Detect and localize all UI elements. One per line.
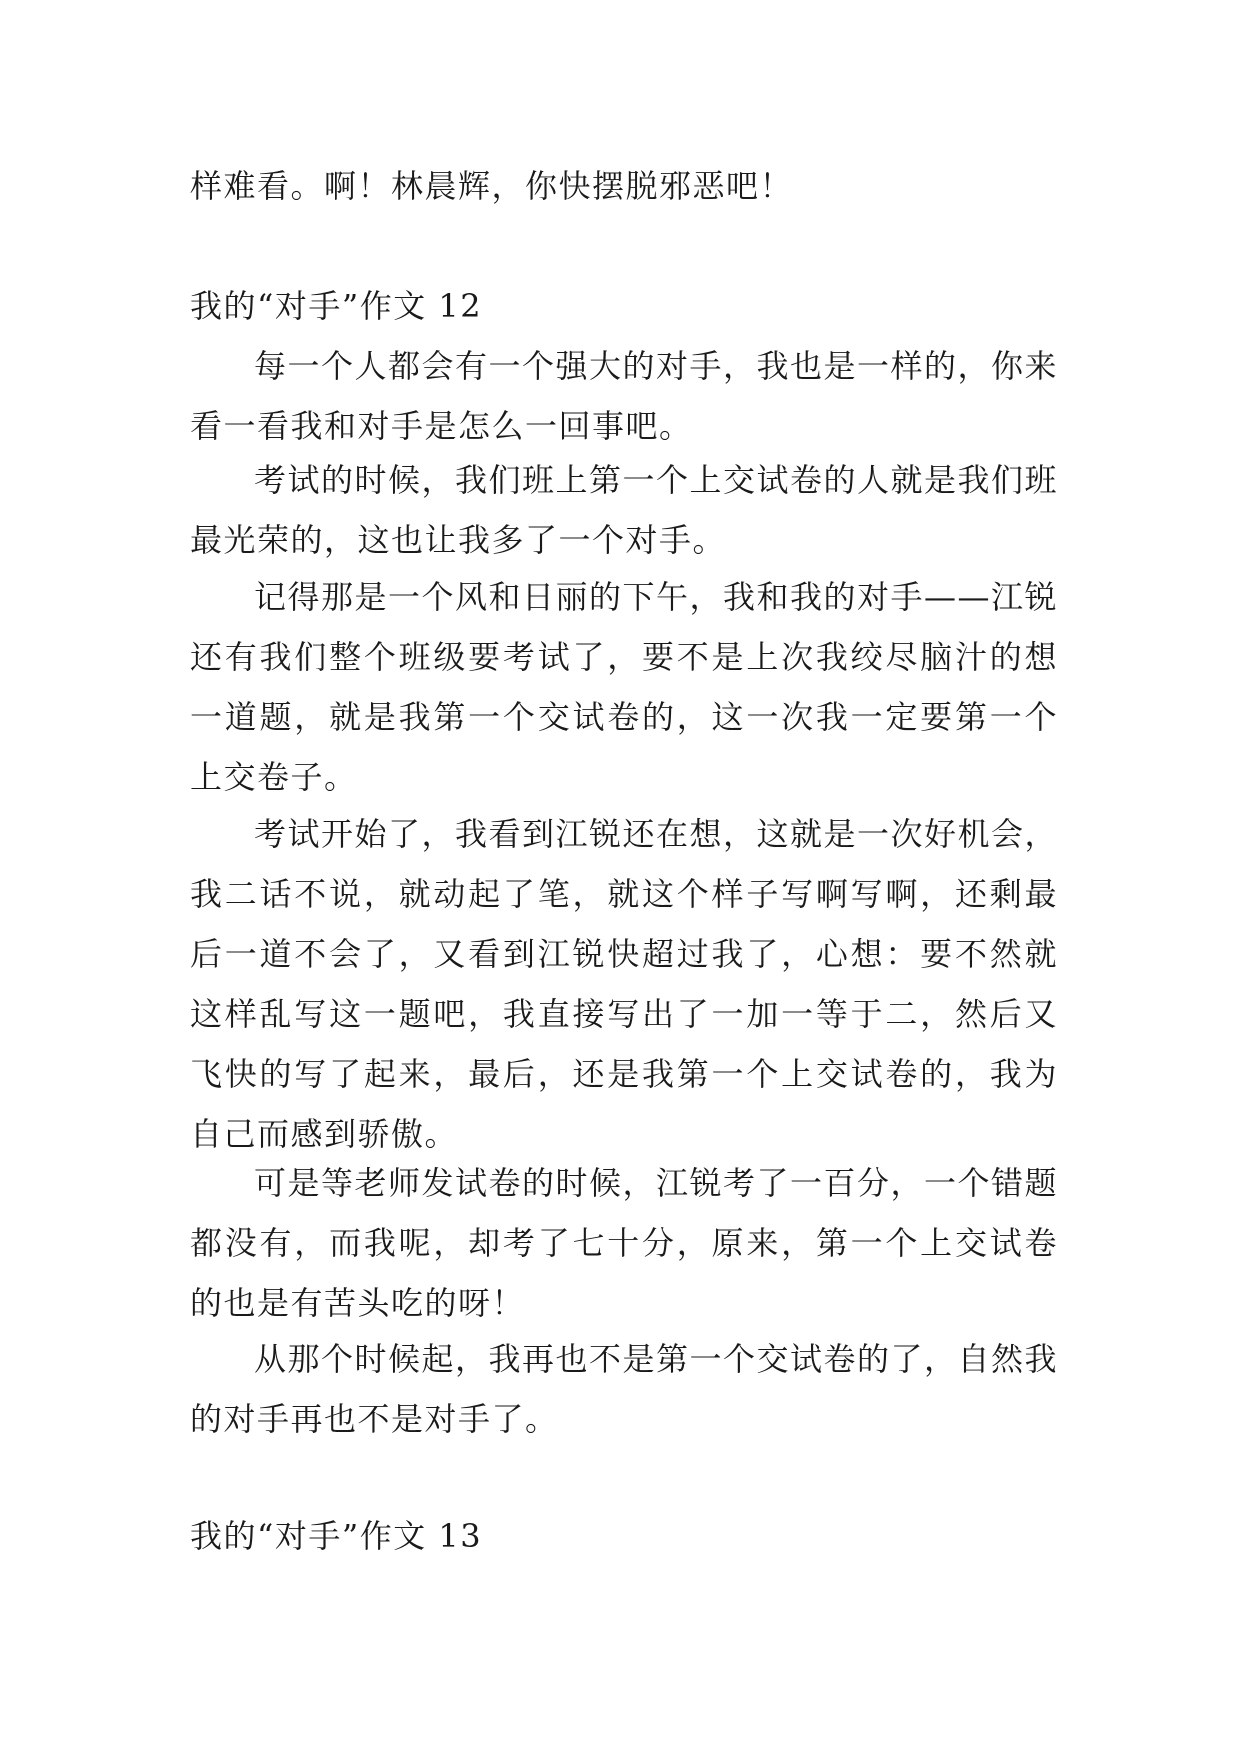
essay-paragraph: 可是等老师发试卷的时候，江锐考了一百分，一个错题都没有，而我呢，却考了七十分，原来，第一个上交试卷的也是有苦头吃的呀！	[190, 1164, 1059, 1322]
essay-heading: 我的“对手”作文 12	[190, 287, 483, 325]
essay-paragraph: 记得那是一个风和日丽的下午，我和我的对手——江锐还有我们整个班级要考试了，要不是上次我绞尽脑汁的想一道题，就是我第一个交试卷的，这一次我一定要第一个上交卷子。	[190, 578, 1059, 796]
continued-text-line: 样难看。啊！林晨辉，你快摆脱邪恶吧！	[190, 167, 794, 205]
essay-paragraph: 考试的时候，我们班上第一个上交试卷的人就是我们班最光荣的，这也让我多了一个对手。	[190, 461, 1059, 559]
essay-paragraph: 考试开始了，我看到江锐还在想，这就是一次好机会，我二话不说，就动起了笔，就这个样子写啊写啊，还剩最后一道不会了，又看到江锐快超过我了，心想：要不然就这样乱写这一题吧，我直接写出了一加一等于二，然后又飞快的写了起来，最后，还是我第一个上交试卷的，我为自己而感到骄傲。	[190, 815, 1059, 1153]
essay-paragraph: 从那个时候起，我再也不是第一个交试卷的了，自然我的对手再也不是对手了。	[190, 1340, 1059, 1438]
essay-heading: 我的“对手”作文 13	[190, 1517, 483, 1555]
essay-paragraph: 每一个人都会有一个强大的对手，我也是一样的，你来看一看我和对手是怎么一回事吧。	[190, 347, 1059, 445]
